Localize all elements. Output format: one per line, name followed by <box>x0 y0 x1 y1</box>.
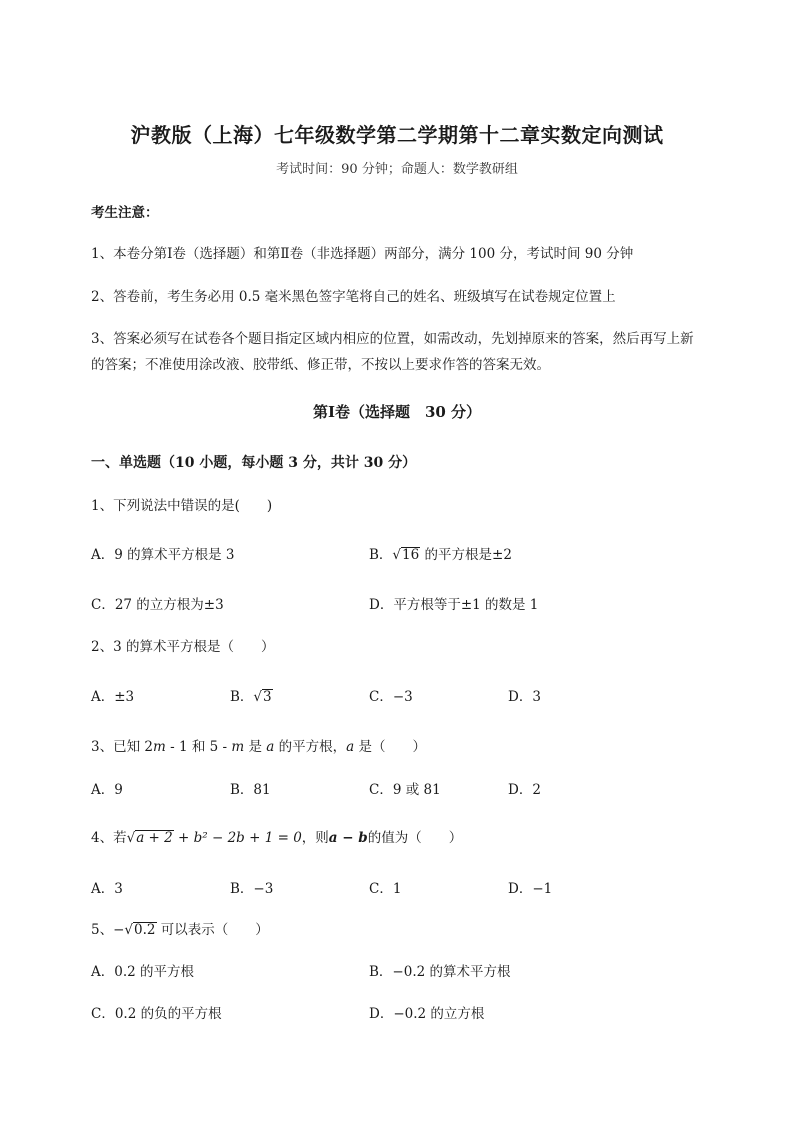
question-5-option-a: A．0.2 的平方根 <box>91 964 195 980</box>
stem-text: 3、已知 2 <box>91 739 153 755</box>
question-3-option-b: B．81 <box>230 782 271 798</box>
variable-a: a <box>266 739 275 755</box>
notice-item-3: 3、答案必须写在试卷各个题目指定区域内相应的位置，如需改动，先划掉原来的答案，然后再写上新 <box>91 331 694 347</box>
stem-text: 4、若 <box>91 830 127 846</box>
question-4-stem <box>91 826 462 846</box>
question-2-stem: 2、3 的算术平方根是（ ） <box>91 639 275 655</box>
expression-a-minus-b: a − b <box>328 830 368 846</box>
question-5-option-c: C．0.2 的负的平方根 <box>91 1006 222 1022</box>
section-title: 第Ⅰ卷（选择题 30 分） <box>312 403 482 421</box>
exam-info: 考试时间：90 分钟；命题人：数学教研组 <box>276 162 518 177</box>
sqrt-a-plus-2: √a + 2 <box>126 830 173 846</box>
notice-item-1: 1、本卷分第Ⅰ卷（选择题）和第Ⅱ卷（非选择题）两部分，满分 100 分，考试时间 90 分钟 <box>91 246 634 262</box>
stem-text: 5、− <box>91 922 125 938</box>
question-1-stem: 1、下列说法中错误的是( ) <box>91 498 273 514</box>
stem-text: 是 <box>244 739 267 755</box>
sqrt-3: √3 <box>253 689 272 705</box>
variable-m: m <box>231 739 245 755</box>
question-4-option-b: B．−3 <box>230 881 274 897</box>
question-4-option-d: D．−1 <box>508 881 553 897</box>
stem-text: ，则 <box>301 830 329 846</box>
question-1-option-b <box>369 543 512 563</box>
stem-text: - 1 和 5 - <box>165 739 232 755</box>
question-3-stem <box>91 735 426 755</box>
sqrt-16-radicand: 16 <box>402 547 420 563</box>
notice-item-3-cont: 的答案；不准使用涂改液、胶带纸、修正带，不按以上要求作答的答案无效。 <box>91 357 550 373</box>
question-2-option-d: D．3 <box>508 689 541 705</box>
sqrt-radicand: a + 2 <box>136 830 173 846</box>
question-1-option-a: A．9 的算术平方根是 3 <box>91 547 235 563</box>
notice-heading: 考生注意： <box>91 205 159 221</box>
sqrt-3-radicand: 3 <box>263 689 272 705</box>
sqrt-16: √16 <box>392 547 420 563</box>
page-title: 沪教版（上海）七年级数学第二学期第十二章实数定向测试 <box>130 123 664 147</box>
question-5-option-b: B．−0.2 的算术平方根 <box>369 964 511 980</box>
option-b-suffix: 的平方根是±2 <box>420 547 512 563</box>
variable-m: m <box>152 739 166 755</box>
question-5-stem <box>91 918 269 938</box>
stem-text: 的值为（ ） <box>367 830 463 846</box>
question-4-option-c: C．1 <box>369 881 402 897</box>
variable-a: a <box>346 739 355 755</box>
sqrt-radicand: 0.2 <box>134 922 156 938</box>
stem-text: 可以表示（ ） <box>156 922 269 938</box>
option-b-prefix: B． <box>369 547 393 563</box>
sqrt-0-2: √0.2 <box>124 922 156 938</box>
equation-expression: + b² − 2b + 1 = 0 <box>173 830 302 846</box>
stem-text: 是（ ） <box>354 739 426 755</box>
question-3-option-d: D．2 <box>508 782 541 798</box>
question-1-option-c: C．27 的立方根为±3 <box>91 597 224 613</box>
question-1-option-d: D．平方根等于±1 的数是 1 <box>369 597 539 613</box>
option-b-prefix: B． <box>230 689 254 705</box>
stem-text: 的平方根， <box>274 739 347 755</box>
question-2-option-b <box>230 685 273 705</box>
part-heading: 一、单选题（10 小题，每小题 3 分，共计 30 分） <box>91 455 417 471</box>
notice-item-2: 2、答卷前，考生务必用 0.5 毫米黑色签字笔将自己的姓名、班级填写在试卷规定位置上 <box>91 289 616 305</box>
question-3-option-c: C．9 或 81 <box>369 782 441 798</box>
question-2-option-c: C．−3 <box>369 689 413 705</box>
question-3-option-a: A．9 <box>91 782 123 798</box>
question-4-option-a: A．3 <box>91 881 123 897</box>
question-5-option-d: D．−0.2 的立方根 <box>369 1006 485 1022</box>
question-2-option-a: A．±3 <box>91 689 135 705</box>
